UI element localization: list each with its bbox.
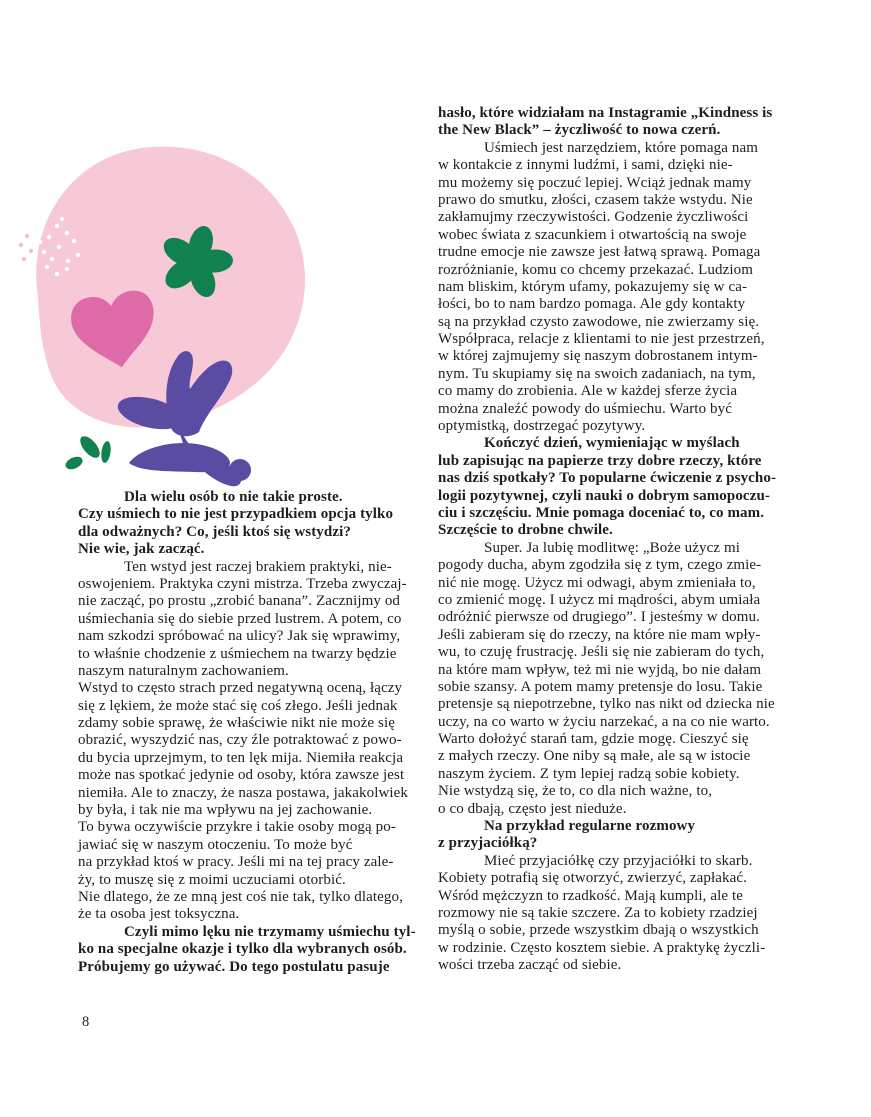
text-line: z małych rzeczy. One niby są małe, ale są w istocie (438, 748, 751, 765)
text-line: Dla wielu osób to nie takie proste. (124, 489, 343, 505)
text-line: Wśród mężczyzn to rzadkość. Mają kumpli, ale te (438, 887, 743, 904)
text-line: Czy uśmiech to nie jest przypadkiem opcja tylko (78, 506, 394, 523)
text-line: myślą o sobie, przede wszystkim dbają o wszystkich (438, 922, 759, 939)
text-line: by była, i tak nie ma wpływu na jej zachowanie. (78, 802, 373, 819)
text-line: logii pozytywnej, czyli nauki o dobrym samopoczu- (438, 487, 770, 504)
text-line: trudne emocje nie zawsze jest łatwą sprawą. Pomaga (438, 244, 761, 261)
text-line: niemiła. Ale to znaczy, że nasza postawa, jakakolwiek (78, 784, 409, 801)
text-line: mu możemy się poczuć lepiej. Wciąż jednak mamy (438, 174, 752, 191)
text-line: obrazić, wyszydzić nas, czy źle potraktować z powo- (78, 732, 402, 749)
text-line: można znaleźć powody do uśmiechu. Warto być (438, 400, 732, 417)
text-line: wu, to czuję frustrację. Jeśli się nie zabieram do tych, (438, 644, 765, 661)
right-text-column (438, 105, 814, 975)
text-line: na które mam wpływ, też mi nie wyjdą, bo nie dałam (438, 661, 762, 678)
text-line: To bywa oczywiście przykre i takie osoby mogą po- (78, 819, 396, 836)
text-line: lub zapisując na papierze trzy dobre rzeczy, które (438, 452, 762, 469)
text-line: dla odważnych? Co, jeśli ktoś się wstydzi? (78, 523, 351, 540)
text-line: Warto dołożyć starań tam, gdzie mogę. Cieszyć się (438, 731, 749, 748)
text-line: pretensje są niepotrzebne, tylko nas nikt od dziecka nie (438, 696, 775, 713)
text-line: du bycia uprzejmym, to ten lęk mija. Niemiła reakcja (78, 749, 404, 766)
text-line: rozróżnianie, komu co chcemy przekazać. Ludziom (438, 261, 753, 278)
text-line: Nie dlatego, że ze mną jest coś nie tak, tylko dlatego, (78, 888, 403, 905)
text-line: prawo do smutku, złości, czasem także wstydu. Nie (438, 191, 753, 208)
decorative-illustration (0, 120, 350, 500)
green-sprout-icon (64, 433, 112, 472)
text-line: the New Black” – życzliwość to nowa czerń. (438, 122, 721, 139)
text-line: Nie wstydzą się, że to, co dla nich ważne, to, (438, 783, 713, 800)
text-line: Czyli mimo lęku nie trzymamy uśmiechu tyl- (124, 923, 416, 940)
text-line: Mieć przyjaciółkę czy przyjaciółki to skarb. (484, 852, 753, 869)
text-line: jawiać się w naszym otoczeniu. To może być (78, 836, 353, 853)
text-line: to właśnie chodzenie z uśmiechem na twarzy będzie (78, 645, 397, 662)
pink-dots-pattern (19, 234, 33, 261)
text-line: w kontakcie z innymi ludźmi, i sami, dzięki nie- (438, 157, 733, 174)
text-line: Kobiety potrafią się otworzyć, zwierzyć, zapłakać. (438, 870, 748, 887)
text-line: ciu i szczęściu. Mnie pomaga doceniać to, co mam. (438, 504, 765, 521)
text-line: Uśmiech jest narzędziem, które pomaga nam (484, 139, 758, 156)
text-line: Współpraca, relacje z klientami to nie jest przestrzeń, (438, 331, 765, 348)
text-line: optymistką, dostrzegać pozytywy. (438, 418, 646, 435)
text-line: co mamy do zrobienia. Ale w każdej sferze życia (438, 383, 738, 400)
text-line: co zmienić mogę. I użycz mi mądrości, abym umiała (438, 591, 761, 608)
text-line: uczy, na co warto w życiu narzekać, a na co nie warto. (438, 713, 770, 730)
text-line: zdamy sobie sprawę, że właściwie nikt nie może się (78, 715, 395, 732)
text-line: Na przykład regularne rozmowy (484, 818, 696, 835)
text-line: w rodzinie. Często kosztem siebie. A praktykę życzli- (438, 939, 766, 956)
text-line: uśmiechania się do siebie przed lustrem. A potem, co (78, 610, 402, 627)
text-line: się z lękiem, że może stać się coś złego. Jeśli jednak (78, 697, 398, 714)
text-line: Kończyć dzień, wymieniając w myślach (484, 435, 740, 452)
text-line: wości trzeba zacząć od siebie. (438, 957, 622, 974)
text-line: Nie wie, jak zacząć. (78, 541, 205, 558)
text-line: nym. Tu skupiamy się na swoich zadaniach, na tym, (438, 365, 756, 382)
text-line: naszym życiem. Z tym lepiej radzą sobie kobiety. (438, 765, 740, 782)
text-line: ży, to muszę się z moimi uczuciami otorbić. (78, 871, 346, 888)
text-line: zakłamujmy rzeczywistości. Godzenie życzliwości (438, 209, 749, 226)
page-number: 8 (82, 1014, 90, 1030)
text-line: Próbujemy go używać. Do tego postulatu pasuje (78, 958, 390, 975)
text-line: w której zajmujemy się naszym dobrostanem intym- (438, 348, 758, 365)
text-line: odróżnić pierwsze od drugiego”. I jesteśmy w domu. (438, 609, 760, 626)
text-line: łości, bo to nam bardzo pomaga. Ale gdy kontakty (438, 296, 746, 313)
text-line: z przyjaciółką? (438, 835, 538, 852)
text-line: oswojeniem. Praktyka czyni mistrza. Trzeba zwyczaj- (78, 575, 407, 592)
text-line: Jeśli zabieram się do rzeczy, na które nie mam wpły- (438, 626, 761, 643)
text-line: są na przykład czysto zawodowe, nie zwierzamy się. (438, 313, 760, 330)
text-line: sobie szansy. A potem mamy pretensje do losu. Takie (438, 678, 763, 695)
text-line: pogody ducha, abym zgodziła się z tym, czego zmie- (438, 557, 762, 574)
text-line: Ten wstyd jest raczej brakiem praktyki, nie- (124, 558, 392, 575)
text-line: nam bliskim, którym ufamy, pokazujemy się w ca- (438, 278, 748, 295)
text-line: Szczęście to drobne chwile. (438, 522, 613, 539)
text-line: rozmowy nie są takie szczere. Za to kobiety rzadziej (438, 904, 758, 921)
text-line: Super. Ja lubię modlitwę: „Boże użycz mi (484, 539, 741, 556)
text-line: nić nie mogę. Użycz mi odwagi, abym zmieniała to, (438, 574, 756, 591)
text-line: nie zacząć, po prostu „zrobić banana”. Zacznijmy od (78, 593, 401, 610)
text-line: nam szkodzi spróbować na ulicy? Jak się wprawimy, (78, 628, 401, 645)
text-line: że ta osoba jest toksyczna. (78, 906, 240, 923)
text-line: o co dbają, często jest nieduże. (438, 800, 627, 817)
left-text-column (78, 489, 434, 976)
text-line: na przykład ktoś w pracy. Jeśli mi na tej pracy zale- (78, 854, 394, 871)
text-line: ko na specjalne okazje i tylko dla wybranych osób. (78, 941, 407, 958)
text-line: nas dziś spotkały? To popularne ćwiczenie z psycho- (438, 470, 777, 487)
text-line: Wstyd to często strach przed negatywną oceną, łączy (78, 680, 403, 697)
text-line: wobec świata z szacunkiem i otwartością na swoje (438, 226, 747, 243)
text-line: hasło, które widziałam na Instagramie „Kindness is (438, 105, 773, 121)
text-line: może nas spotkać jedynie od osoby, która zawsze jest (78, 767, 405, 784)
text-line: naszym naturalnym zachowaniem. (78, 662, 289, 679)
